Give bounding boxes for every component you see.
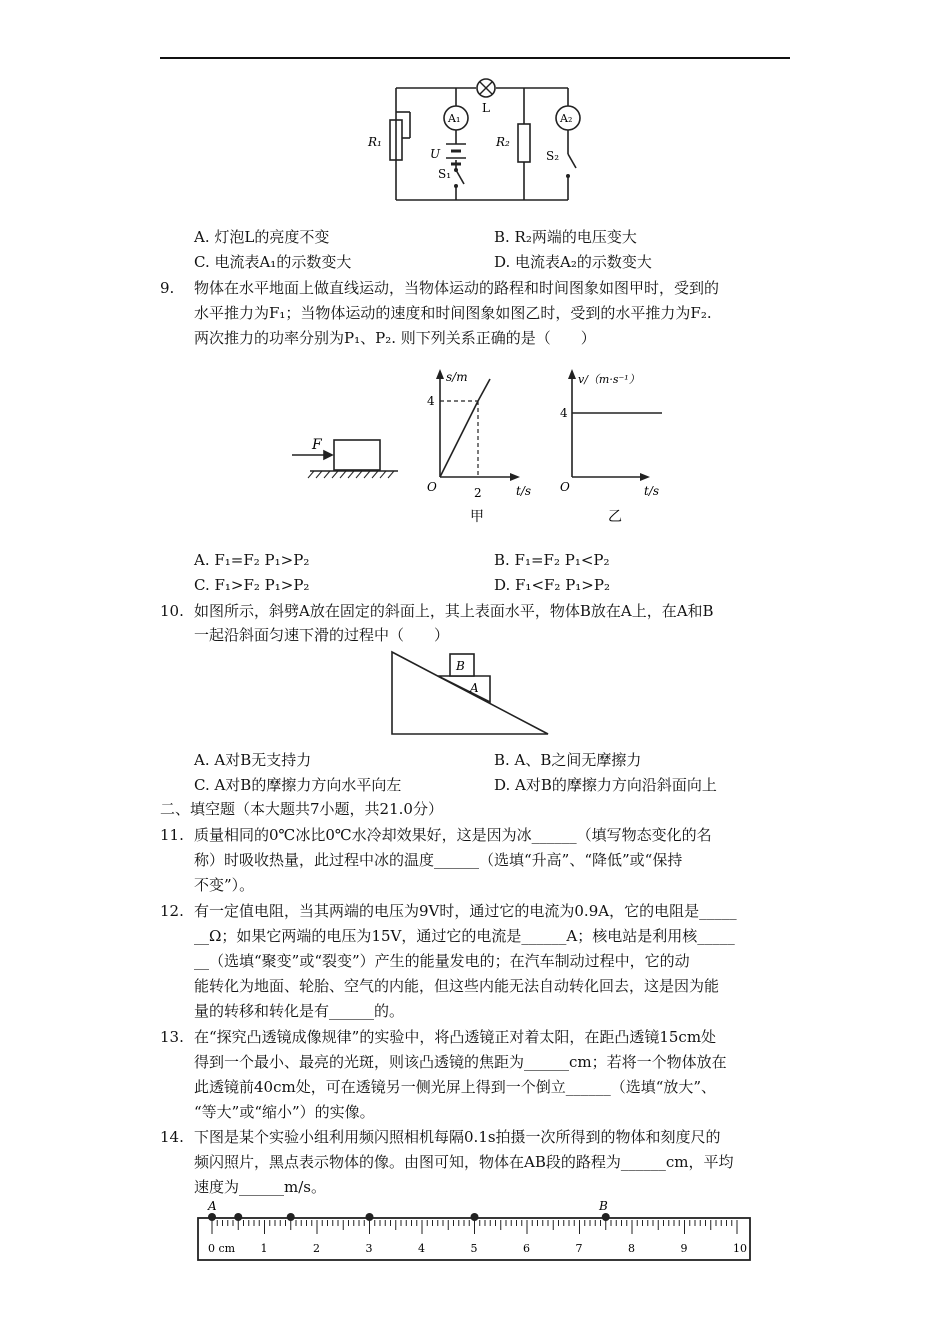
jia-label: 甲 (470, 509, 484, 525)
object-image-dot (234, 1213, 242, 1221)
q12-line-5: 量的转移和转化是有______的。 (194, 1002, 405, 1020)
q12-line-3: __（选填“聚变”或“裂变”）产生的能量发电的；在汽车制动过程中，它的动 (194, 952, 690, 970)
q9-option-a: A. F₁=F₂ P₁>P₂ (194, 551, 310, 569)
ruler-figure (196, 1196, 756, 1264)
origin-jia: O (427, 480, 437, 494)
lamp-symbol (477, 79, 495, 97)
point-a-label: A (208, 1199, 217, 1213)
q10-line-2: 一起沿斜面匀速下滑的过程中（ ） (194, 626, 450, 644)
a2-label: A₂ (560, 112, 573, 125)
ruler-tick-label: 0 cm (208, 1242, 236, 1255)
q9-line-2: 水平推力为F₁；当物体运动的速度和时间图象如图乙时，受到的水平推力为F₂. (194, 304, 712, 322)
q8-option-a: A. 灯泡L的亮度不变 (194, 228, 330, 246)
q11-number: 11. (160, 826, 184, 844)
q11-line-1: 质量相同的0℃冰比0℃水冷却效果好，这是因为冰______（填写物态变化的名 (194, 826, 712, 844)
q9-option-d: D. F₁<F₂ P₁>P₂ (494, 576, 610, 594)
q14-line-2: 频闪照片，黑点表示物体的像。由图可知，物体在AB段的路程为______cm，平均 (194, 1153, 734, 1171)
object-image-dot (287, 1213, 295, 1221)
ruler-tick-label: 8 (628, 1242, 635, 1255)
ruler-tick-label: 3 (365, 1242, 373, 1255)
q14-number: 14. (160, 1128, 184, 1146)
q9-figure (290, 365, 670, 530)
q10-option-b: B. A、B之间无摩擦力 (494, 751, 642, 769)
q13-line-4: “等大”或“缩小”）的实像。 (194, 1103, 375, 1121)
ruler-tick-label: 2 (313, 1242, 320, 1255)
v-axis-label: v/（m·s⁻¹） (578, 373, 640, 386)
q10-line-1: 如图所示，斜劈A放在固定的斜面上，其上表面水平，物体B放在A上，在A和B (194, 602, 714, 620)
u-label: U (430, 147, 441, 161)
ruler-tick-label: 7 (575, 1242, 583, 1255)
q10-figure (388, 648, 558, 738)
q11-line-2: 称）时吸收热量，此过程中冰的温度______（选填“升高”、“降低”或“保持 (194, 851, 683, 869)
four-label-jia: 4 (427, 394, 435, 408)
q9-line-1: 物体在水平地面上做直线运动，当物体运动的路程和时间图象如图甲时，受到的 (194, 279, 720, 297)
force-label: F (312, 437, 322, 453)
lamp-label: L (482, 101, 490, 115)
q12-number: 12. (160, 902, 184, 920)
wedge-a-label: A (470, 681, 479, 695)
q12-line-2: __Ω；如果它两端的电压为15V，通过它的电流是______A；核电站是利用核_____ (194, 927, 735, 945)
q10-option-c: C. A对B的摩擦力方向水平向左 (194, 776, 402, 794)
q9-line-3: 两次推力的功率分别为P₁、P₂. 则下列关系正确的是（ ） (194, 329, 596, 347)
section-2-heading: 二、填空题（本大题共7小题，共21.0分） (160, 800, 443, 818)
q13-line-1: 在“探究凸透镜成像规律”的实验中，将凸透镜正对着太阳，在距凸透镜15cm处 (194, 1028, 717, 1046)
q8-option-c: C. 电流表A₁的示数变大 (194, 253, 352, 271)
s2-label: S₂ (546, 149, 560, 163)
ruler-tick-label: 9 (680, 1242, 688, 1255)
q14-line-1: 下图是某个实验小组利用频闪照相机每隔0.1s拍摄一次所得到的物体和刻度尺的 (194, 1128, 721, 1146)
q13-number: 13. (160, 1028, 184, 1046)
q9-option-c: C. F₁>F₂ P₁>P₂ (194, 576, 310, 594)
point-b-label: B (599, 1199, 608, 1213)
q12-line-4: 能转化为地面、轮胎、空气的内能，但这些内能无法自动转化回去，这是因为能 (194, 977, 720, 995)
ruler-tick-label: 10 (733, 1242, 747, 1255)
t-axis-yi: t/s (644, 484, 660, 498)
q11-line-3: 不变”）。 (194, 876, 255, 894)
object-image-dot (471, 1213, 479, 1221)
q13-line-3: 此透镜前40cm处，可在透镜另一侧光屏上得到一个倒立______（选填“放大”、 (194, 1078, 717, 1096)
ruler-tick-label: 6 (523, 1242, 530, 1255)
t-axis-jia: t/s (516, 484, 532, 498)
object-image-dot (208, 1213, 216, 1221)
s-axis-label: s/m (446, 370, 468, 384)
q9-number: 9. (160, 279, 175, 297)
s1-label: S₁ (438, 167, 452, 181)
q10-option-a: A. A对B无支持力 (194, 751, 312, 769)
two-label: 2 (474, 486, 482, 500)
q13-line-2: 得到一个最小、最亮的光斑，则该凸透镜的焦距为______cm；若将一个物体放在 (194, 1053, 727, 1071)
four-label-yi: 4 (560, 406, 568, 420)
q10-option-d: D. A对B的摩擦力方向沿斜面向上 (494, 776, 717, 794)
q9-option-b: B. F₁=F₂ P₁<P₂ (494, 551, 610, 569)
a1-label: A₁ (448, 112, 461, 125)
q8-option-d: D. 电流表A₂的示数变大 (494, 253, 652, 271)
ruler-tick-label: 4 (418, 1242, 425, 1255)
q10-number: 10. (160, 602, 184, 620)
top-rule (160, 57, 790, 59)
object-image-dot (366, 1213, 374, 1221)
origin-yi: O (560, 480, 570, 494)
block-b-label: B (456, 659, 465, 673)
r1-label: R₁ (368, 135, 382, 149)
circuit-diagram (360, 72, 590, 207)
yi-label: 乙 (608, 509, 622, 525)
q14-line-3: 速度为______m/s。 (194, 1178, 326, 1196)
object-image-dot (602, 1213, 610, 1221)
q8-option-b: B. R₂两端的电压变大 (494, 228, 637, 246)
ruler-tick-label: 5 (470, 1242, 478, 1255)
ruler-tick-label: 1 (260, 1242, 268, 1255)
q12-line-1: 有一定值电阻，当其两端的电压为9V时，通过它的电流为0.9A，它的电阻是_____ (194, 902, 737, 920)
r2-label: R₂ (496, 135, 510, 149)
